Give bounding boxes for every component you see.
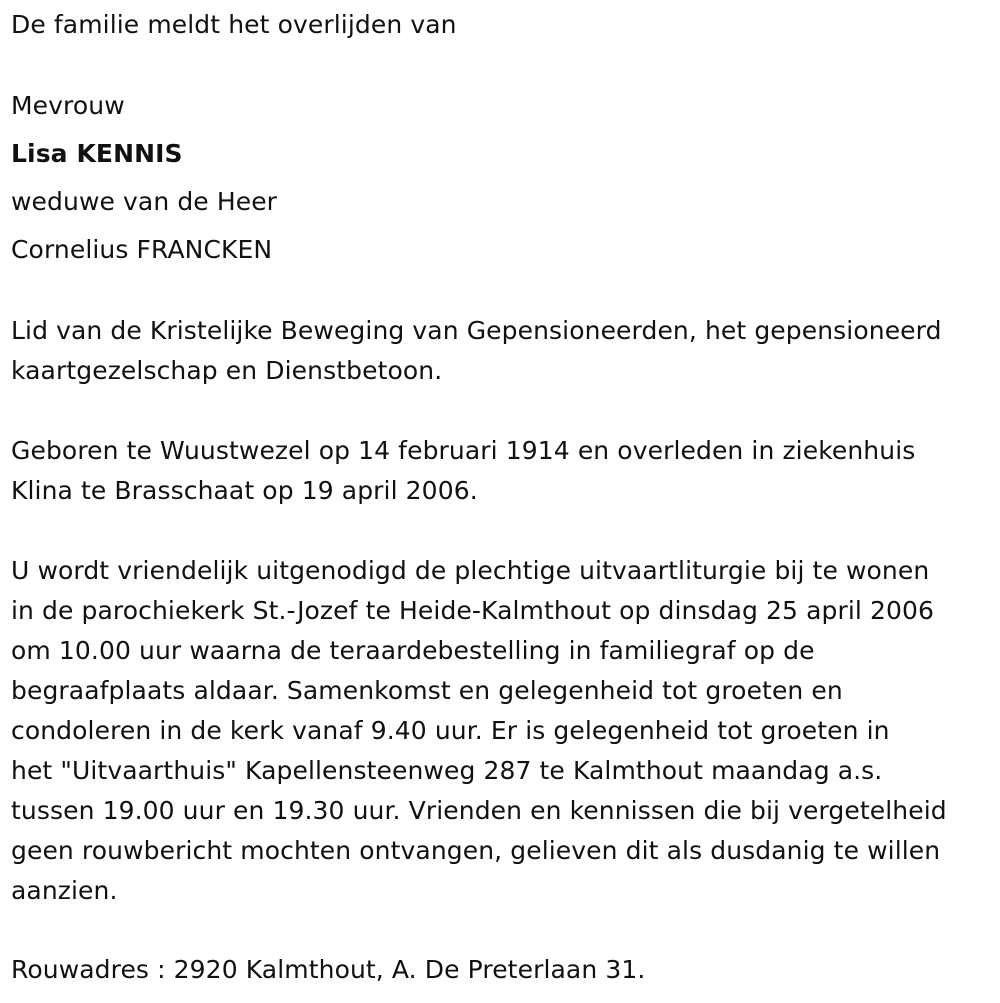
- paragraph-line: om 10.00 uur waarna de teraardebestelling in familiegraf op de: [11, 636, 815, 665]
- paragraph-line: kaartgezelschap en Dienstbetoon.: [11, 356, 443, 385]
- invitation-paragraph: [11, 551, 996, 911]
- birth-death-paragraph: [11, 431, 996, 511]
- deceased-name: Lisa KENNIS: [11, 139, 183, 168]
- paragraph-line: geen rouwbericht mochten ontvangen, gelieven dit als dusdanig te willen: [11, 836, 941, 865]
- spouse-name: Cornelius FRANCKEN: [11, 235, 273, 264]
- paragraph-line: Geboren te Wuustwezel op 14 februari 1914 en overleden in ziekenhuis: [11, 436, 916, 465]
- membership-paragraph: [11, 311, 996, 391]
- salutation: Mevrouw: [11, 91, 125, 120]
- paragraph-line: het "Uitvaarthuis" Kapellensteenweg 287 te Kalmthout maandag a.s.: [11, 756, 883, 785]
- paragraph-line: in de parochiekerk St.-Jozef te Heide-Kalmthout op dinsdag 25 april 2006: [11, 596, 935, 625]
- paragraph-line: U wordt vriendelijk uitgenodigd de plechtige uitvaartliturgie bij te wonen: [11, 556, 930, 585]
- paragraph-line: condoleren in de kerk vanaf 9.40 uur. Er is gelegenheid tot groeten in: [11, 716, 890, 745]
- paragraph-line: Klina te Brasschaat op 19 april 2006.: [11, 476, 478, 505]
- paragraph-line: Lid van de Kristelijke Beweging van Gepensioneerden, het gepensioneerd: [11, 316, 942, 345]
- paragraph-line: aanzien.: [11, 876, 118, 905]
- intro-line: De familie meldt het overlijden van: [11, 10, 457, 39]
- widow-of-line: weduwe van de Heer: [11, 187, 278, 216]
- paragraph-line: begraafplaats aldaar. Samenkomst en gelegenheid tot groeten en: [11, 676, 843, 705]
- funeral-address: Rouwadres : 2920 Kalmthout, A. De Preterlaan 31.: [11, 955, 646, 984]
- paragraph-line: tussen 19.00 uur en 19.30 uur. Vrienden en kennissen die bij vergetelheid: [11, 796, 947, 825]
